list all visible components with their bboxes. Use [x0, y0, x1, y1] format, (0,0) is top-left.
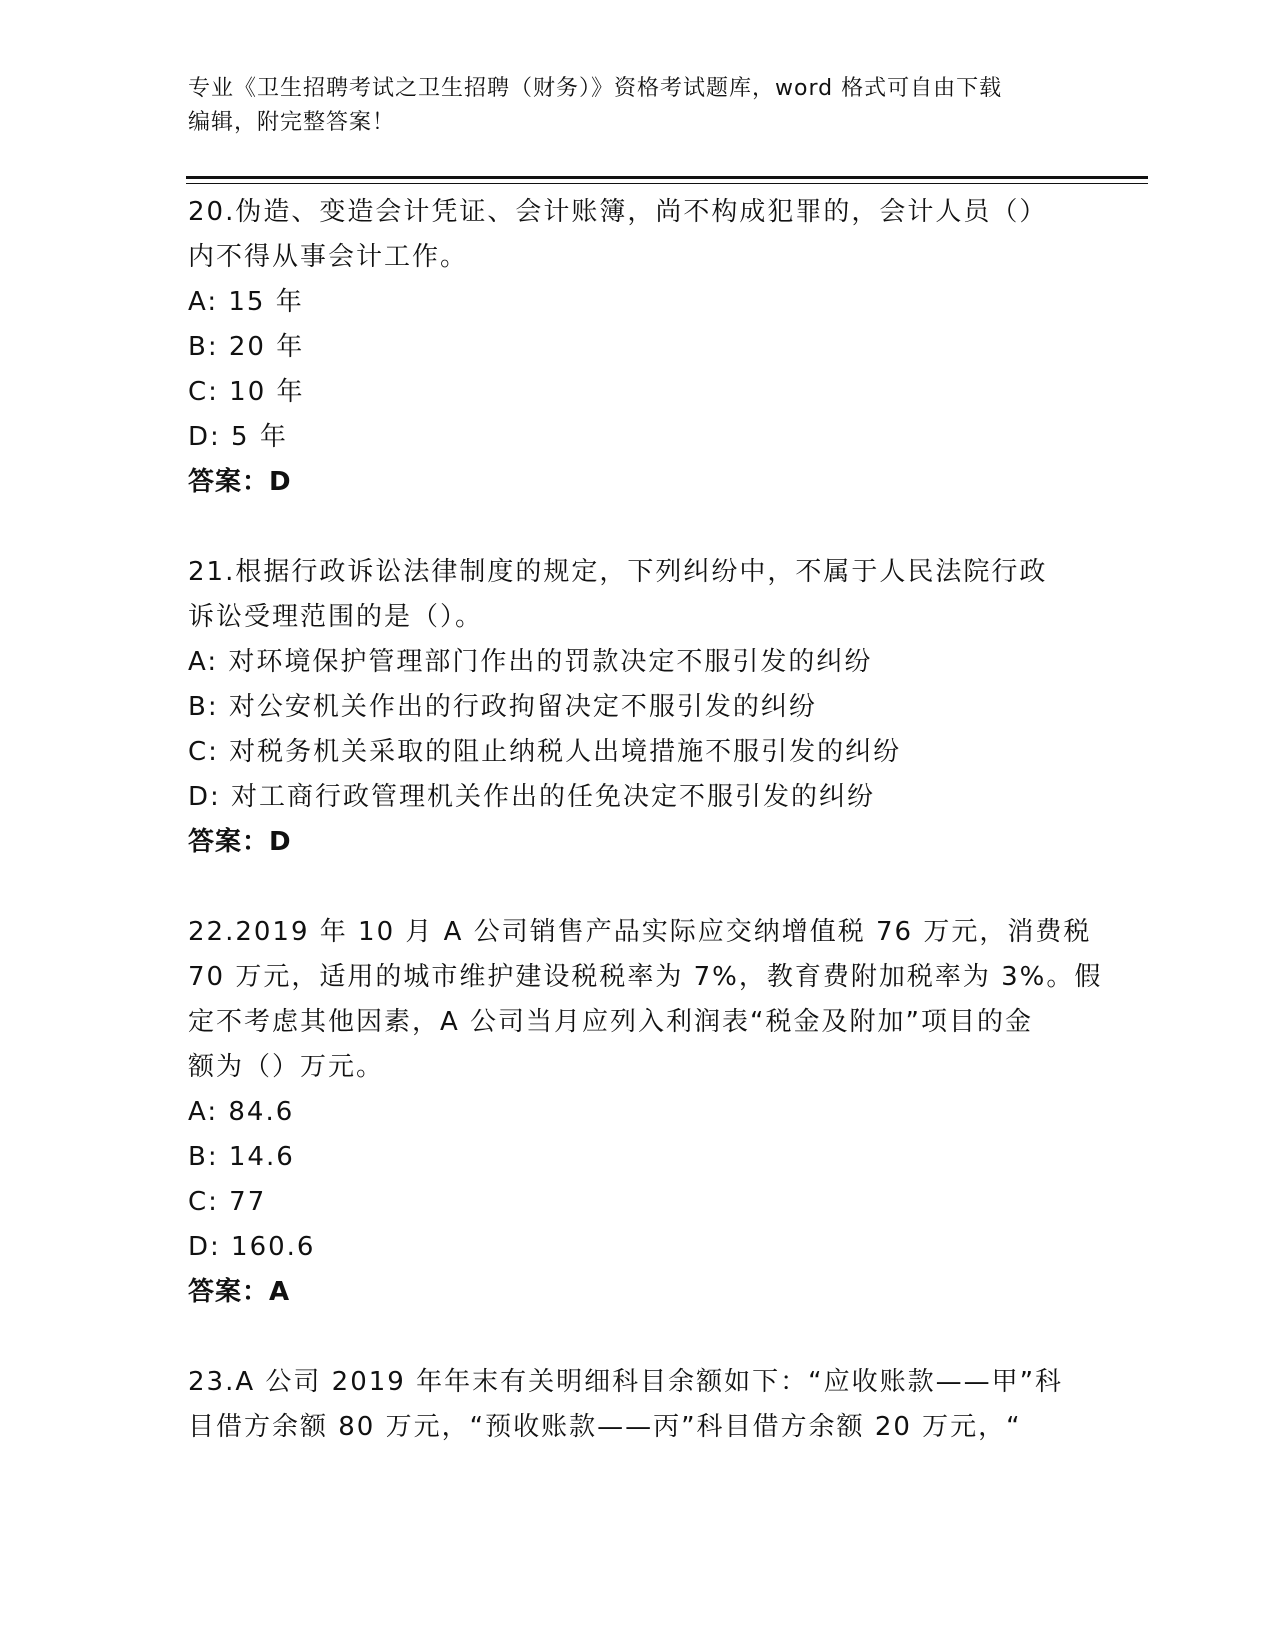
option-b: B: 14.6 [188, 1142, 295, 1172]
answer: 答案：A [188, 1277, 291, 1307]
header-rule-thin [186, 183, 1148, 184]
option-b: B: 20 年 [188, 332, 305, 362]
option-c: C: 对税务机关采取的阻止纳税人出境措施不服引发的纠纷 [188, 737, 902, 767]
question-stem: 20.伪造、变造会计凭证、会计账簿，尚不构成犯罪的，会计人员（） 内不得从事会计工作。 [188, 197, 1048, 272]
option-c: C: 10 年 [188, 377, 305, 407]
question-stem: 22.2019 年 10 月 A 公司销售产品实际应交纳增值税 76 万元，消费税 70 万元，适用的城市维护建设税税率为 7%，教育费附加税率为 3%。假 定不考虑其他因素，A 公司当月应列入利润表“税金及附加”项目的金 额为（）万元。 [188, 917, 1103, 1082]
option-d: D: 对工商行政管理机关作出的任免决定不服引发的纠纷 [188, 782, 876, 812]
question-21 [188, 550, 1108, 865]
option-b: B: 对公安机关作出的行政拘留决定不服引发的纠纷 [188, 692, 817, 722]
option-a: A: 对环境保护管理部门作出的罚款决定不服引发的纠纷 [188, 647, 873, 677]
header-rule-thick [186, 176, 1148, 179]
header-line-2: 编辑，附完整答案！ [188, 110, 396, 135]
option-a: A: 84.6 [188, 1097, 295, 1127]
answer: 答案：D [188, 467, 292, 497]
option-c: C: 77 [188, 1187, 267, 1217]
option-d: D: 160.6 [188, 1232, 316, 1262]
question-stem: 23.A 公司 2019 年年末有关明细科目余额如下：“应收账款——甲”科 目借方余额 80 万元，“预收账款——丙”科目借方余额 20 万元，“ [188, 1367, 1064, 1442]
question-22 [188, 910, 1108, 1315]
question-stem: 21.根据行政诉讼法律制度的规定，下列纠纷中，不属于人民法院行政 诉讼受理范围的是（）。 [188, 557, 1048, 632]
question-23 [188, 1360, 1108, 1450]
answer: 答案：D [188, 827, 292, 857]
option-d: D: 5 年 [188, 422, 288, 452]
question-20 [188, 190, 1108, 505]
option-a: A: 15 年 [188, 287, 304, 317]
document-header [188, 72, 1088, 140]
header-line-1: 专业《卫生招聘考试之卫生招聘（财务）》资格考试题库，word 格式可自由下载 [188, 76, 1003, 101]
question-list [188, 190, 1108, 1450]
